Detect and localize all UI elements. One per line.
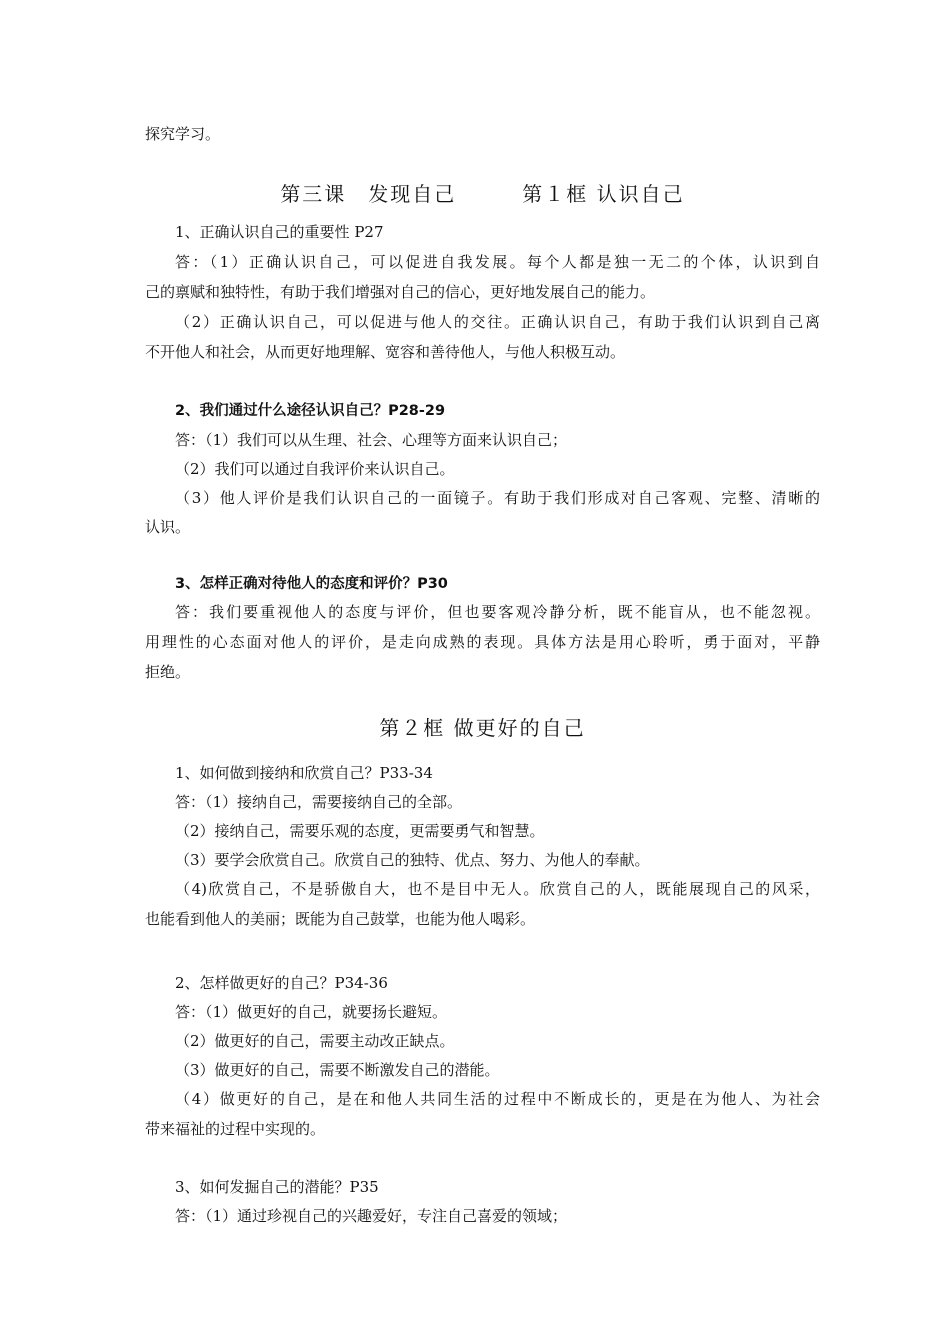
s2-q2-answer-4-line-2: 带来福祉的过程中实现的。: [145, 1120, 326, 1138]
s2-q1-answer-2: （2）接纳自己，需要乐观的态度，更需要勇气和智慧。: [175, 822, 545, 840]
s1-q3-answer-line-1: 答：我们要重视他人的态度与评价，但也要客观冷静分析，既不能盲从，也不能忽视。: [175, 603, 820, 621]
s2-q1-answer-4-line-2: 也能看到他人的美丽；既能为自己鼓掌，也能为他人喝彩。: [145, 910, 536, 928]
s2-q1-answer-3: （3）要学会欣赏自己。欣赏自己的独特、优点、努力、为他人的奉献。: [175, 851, 650, 869]
frame-2-title: 第２框 做更好的自己: [379, 716, 586, 740]
s2-question-3: 3、如何发掘自己的潜能？P35: [175, 1178, 379, 1196]
s1-q2-answer-2: （2）我们可以通过自我评价来认识自己。: [175, 460, 455, 478]
s1-question-3: 3、怎样正确对待他人的态度和评价？P30: [175, 576, 448, 592]
intro-text: 探究学习。: [145, 125, 221, 143]
s2-question-1: 1、如何做到接纳和欣赏自己？P33-34: [175, 764, 433, 782]
s1-q2-answer-3-line-1: （3）他人评价是我们认识自己的一面镜子。有助于我们形成对自己客观、完整、清晰的: [175, 489, 820, 507]
s1-q2-answer-3-line-2: 认识。: [145, 518, 191, 536]
lesson-3-title: 第三课 发现自己 第１框 认识自己: [280, 182, 685, 206]
s1-answer-2-line-1: （2）正确认识自己，可以促进与他人的交往。正确认识自己，有助于我们认识到自己离: [175, 313, 820, 331]
s2-q1-answer-4-line-1: （4)欣赏自己，不是骄傲自大，也不是目中无人。欣赏自己的人，既能展现自己的风采，: [175, 880, 820, 898]
s1-answer-1-line-2: 己的禀赋和独特性，有助于我们增强对自己的信心，更好地发展自己的能力。: [145, 283, 656, 301]
s1-answer-1-line-1: 答：（1）正确认识自己，可以促进自我发展。每个人都是独一无二的个体，认识到自: [175, 253, 820, 271]
s1-q3-answer-line-2: 用理性的心态面对他人的评价，是走向成熟的表现。具体方法是用心聆听，勇于面对，平静: [145, 633, 820, 651]
s2-q2-answer-1: 答：（1）做更好的自己，就要扬长避短。: [175, 1003, 448, 1021]
s1-q2-answer-1: 答：（1）我们可以从生理、社会、心理等方面来认识自己；: [175, 431, 568, 449]
s2-q2-answer-4-line-1: （4）做更好的自己，是在和他人共同生活的过程中不断成长的，更是在为他人、为社会: [175, 1090, 820, 1108]
s2-q2-answer-2: （2）做更好的自己，需要主动改正缺点。: [175, 1032, 455, 1050]
s1-answer-2-line-2: 不开他人和社会，从而更好地理解、宽容和善待他人，与他人积极互动。: [145, 343, 626, 361]
s1-question-1: 1、正确认识自己的重要性 P27: [175, 223, 384, 241]
s2-question-2: 2、怎样做更好的自己？P34-36: [175, 974, 388, 992]
s2-q3-answer-1: 答：（1）通过珍视自己的兴趣爱好，专注自己喜爱的领域；: [175, 1207, 568, 1225]
s1-question-2: 2、我们通过什么途径认识自己？P28-29: [175, 403, 446, 419]
s2-q1-answer-1: 答：（1）接纳自己，需要接纳自己的全部。: [175, 793, 463, 811]
s2-q2-answer-3: （3）做更好的自己，需要不断激发自己的潜能。: [175, 1061, 500, 1079]
s1-q3-answer-line-3: 拒绝。: [145, 663, 191, 681]
